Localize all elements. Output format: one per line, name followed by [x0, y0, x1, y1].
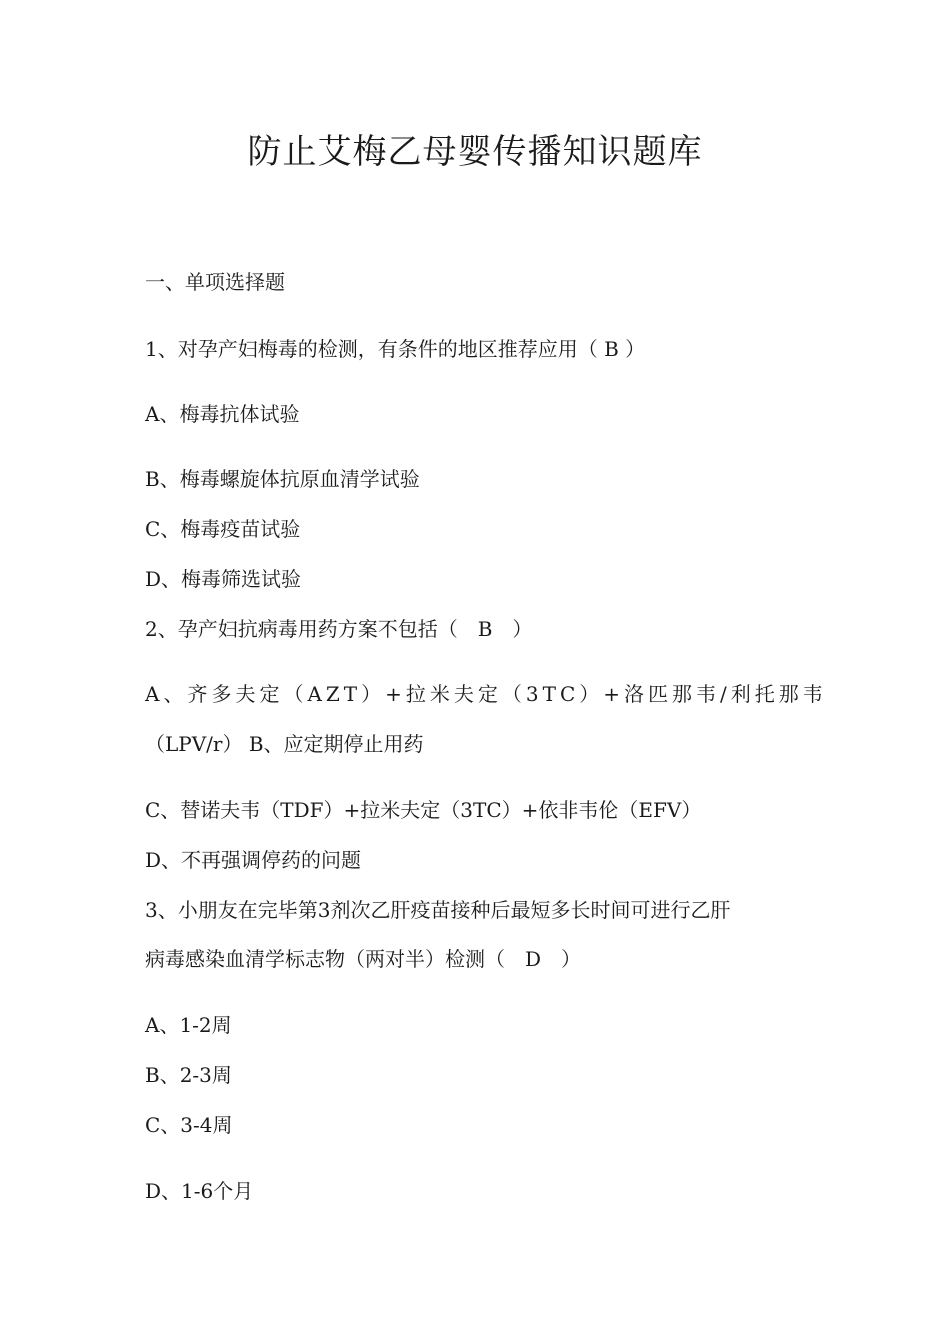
- section-heading: 一、单项选择题: [145, 270, 285, 294]
- question-2-option-b: （LPV/r） B、应定期停止用药: [145, 732, 424, 756]
- question-3-stem-line-1: 3、小朋友在完毕第3剂次乙肝疫苗接种后最短多长时间可进行乙肝: [145, 898, 731, 922]
- question-3-option-a: A、1-2周: [145, 1013, 232, 1037]
- question-1-option-d: D、梅毒筛选试验: [145, 567, 302, 591]
- question-1-option-b: B、梅毒螺旋体抗原血清学试验: [145, 467, 420, 491]
- question-1-option-c: C、梅毒疫苗试验: [145, 517, 301, 541]
- question-1-option-a: A、梅毒抗体试验: [145, 402, 300, 426]
- question-2-option-c: C、替诺夫韦（TDF）+拉米夫定（3TC）+依非韦伦（EFV）: [145, 798, 702, 822]
- question-3-stem-line-2: 病毒感染血清学标志物（两对半）检测（ D ）: [145, 947, 582, 971]
- question-2-option-d: D、不再强调停药的问题: [145, 848, 362, 872]
- question-2-stem: 2、孕产妇抗病毒用药方案不包括（ B ）: [145, 617, 533, 641]
- question-2-option-a: A、齐多夫定（AZT）+拉米夫定（3TC）+洛匹那韦/利托那韦: [145, 682, 827, 706]
- question-3-option-d: D、1-6个月: [145, 1179, 254, 1203]
- question-3-option-b: B、2-3周: [145, 1063, 232, 1087]
- document-title: 防止艾梅乙母婴传播知识题库: [247, 132, 703, 172]
- question-3-option-c: C、3-4周: [145, 1113, 233, 1137]
- question-1-stem: 1、对孕产妇梅毒的检测，有条件的地区推荐应用（ B ）: [145, 337, 646, 361]
